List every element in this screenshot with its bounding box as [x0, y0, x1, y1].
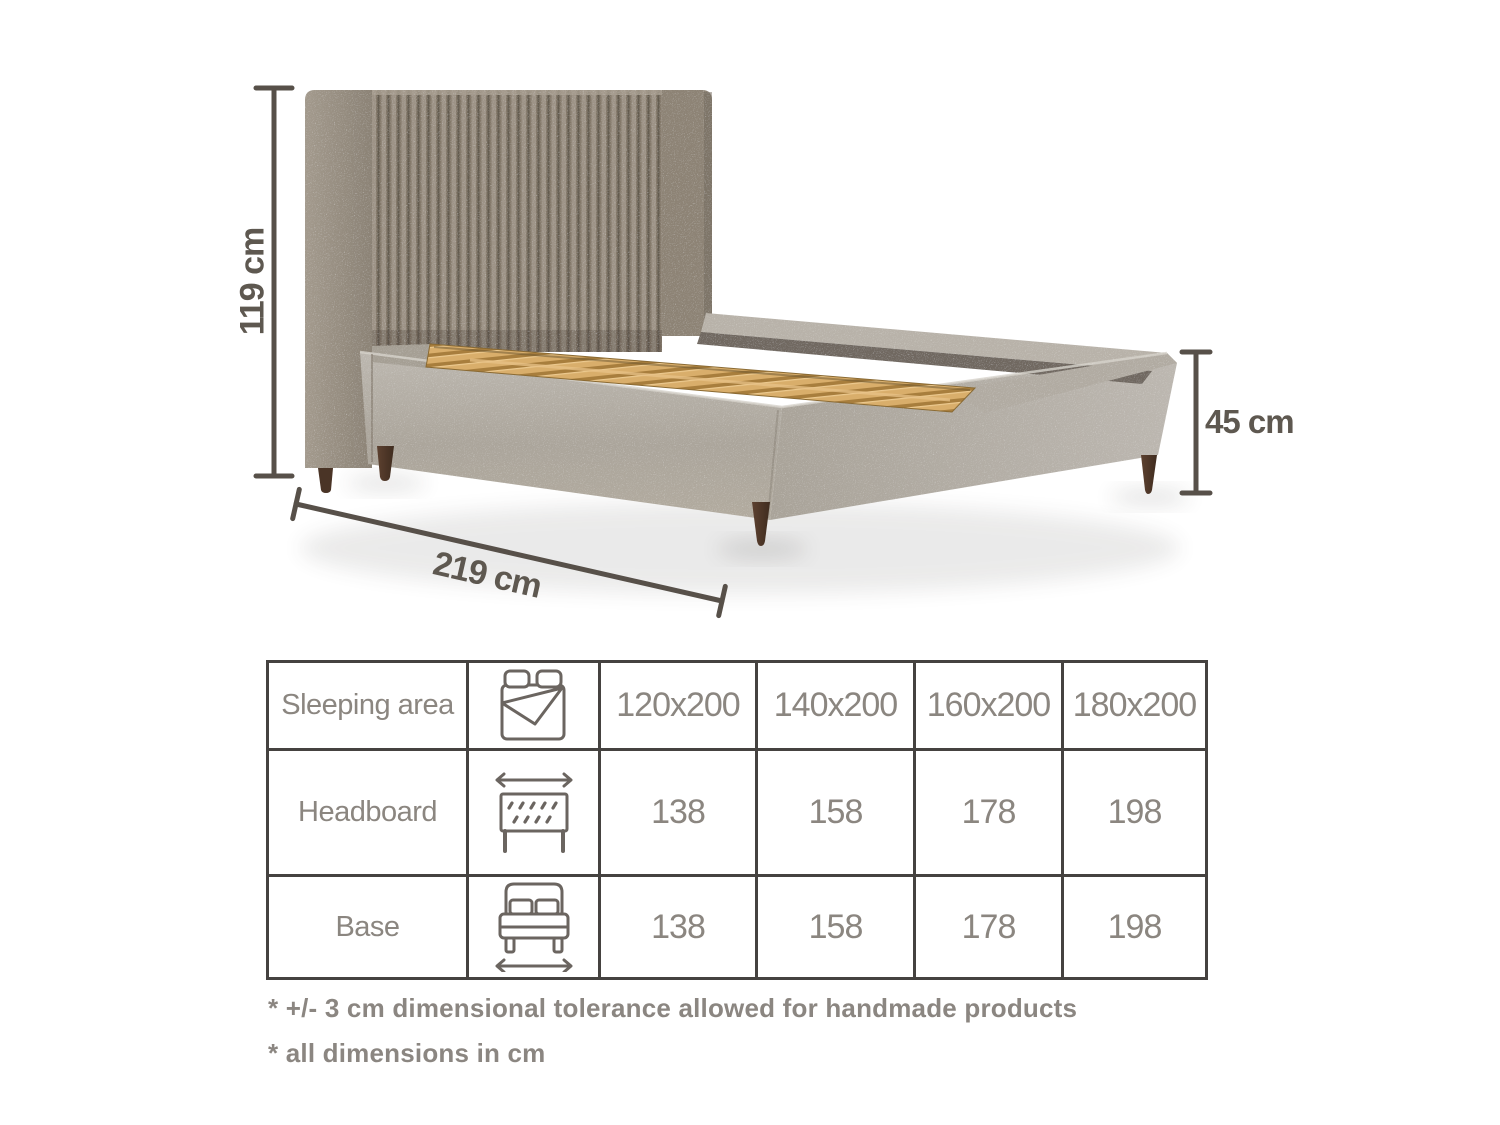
- footnote-tolerance: * +/- 3 cm dimensional tolerance allowed for handmade products: [268, 993, 1078, 1023]
- headboard-width-icon: [492, 772, 576, 854]
- bed-front-view-icon: [492, 882, 576, 972]
- headboard-value: 198: [1063, 750, 1207, 876]
- size-column-header: 140x200: [757, 662, 915, 750]
- bed-top-view-icon: [499, 669, 569, 743]
- base-icon-cell: [468, 876, 600, 979]
- headboard-value: 178: [915, 750, 1063, 876]
- base-value: 158: [757, 876, 915, 979]
- table-row-sleeping-area: [268, 662, 1207, 750]
- dimensions-table: [266, 660, 1208, 980]
- headboard-icon-cell: [468, 750, 600, 876]
- headboard-value: 138: [600, 750, 757, 876]
- table-row-base: [268, 876, 1207, 979]
- size-column-header: 120x200: [600, 662, 757, 750]
- sleeping-area-icon-cell: [468, 662, 600, 750]
- base-height-dimension-label: 45 cm: [1205, 403, 1294, 440]
- footnotes: [268, 986, 1077, 1076]
- size-column-header: 180x200: [1063, 662, 1207, 750]
- size-column-header: 160x200: [915, 662, 1063, 750]
- table-row-headboard: [268, 750, 1207, 876]
- base-value: 178: [915, 876, 1063, 979]
- length-dimension-label: 219 cm: [429, 544, 545, 606]
- headboard-value: 158: [757, 750, 915, 876]
- row-header-headboard: Headboard: [268, 750, 468, 876]
- footnote-units: * all dimensions in cm: [268, 1038, 546, 1068]
- base-value: 198: [1063, 876, 1207, 979]
- base-value: 138: [600, 876, 757, 979]
- row-header-sleeping-area: Sleeping area: [268, 662, 468, 750]
- row-header-base: Base: [268, 876, 468, 979]
- height-dimension-label: 119 cm: [233, 227, 272, 336]
